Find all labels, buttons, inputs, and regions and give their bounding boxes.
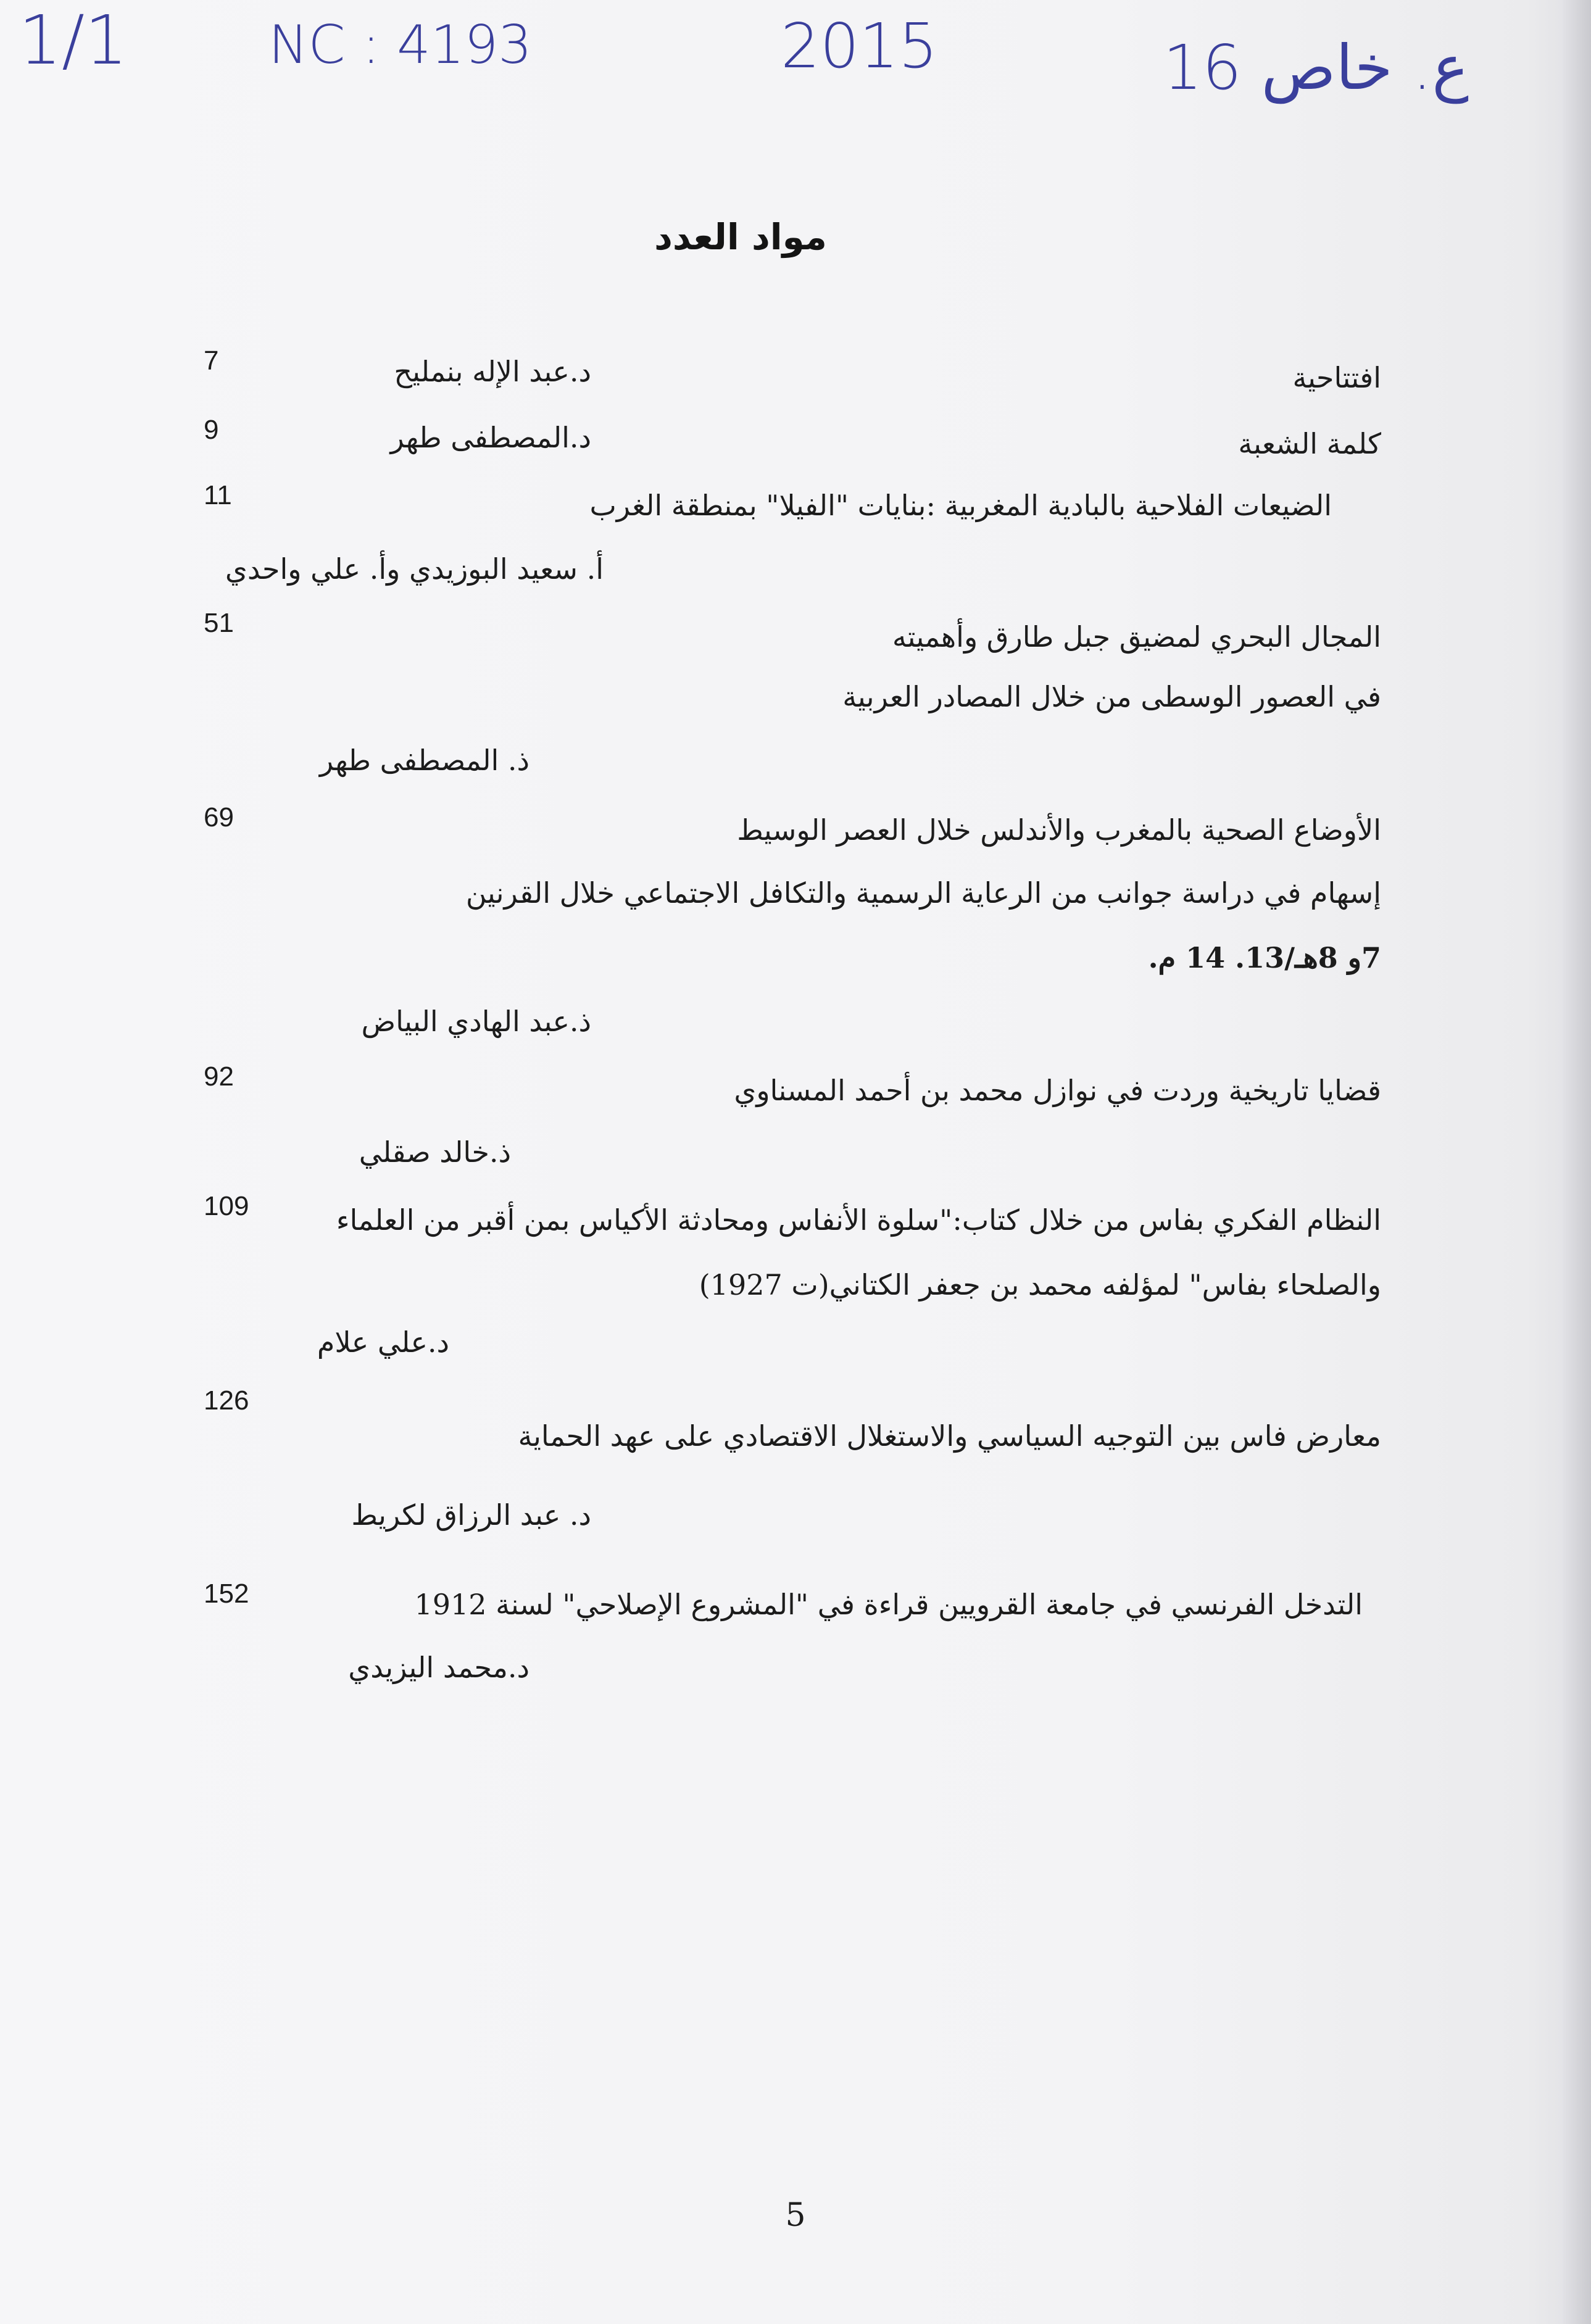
toc-page-number: 69 [204,802,234,832]
page-edge [1563,0,1591,2324]
toc-author: د.عبد الإله بنمليح [394,355,591,388]
toc-page-number: 152 [204,1579,249,1609]
toc-page-number: 7 [204,346,219,376]
handwritten-folio-text: 1/1 [19,1,128,80]
handwritten-code-note [268,14,532,111]
handwritten-year-text: 2015 [781,10,938,82]
toc-author: ذ.خالد صقلي [359,1135,511,1169]
handwritten-issue-note [1099,31,1469,130]
toc-page-number: 11 [204,480,232,510]
toc-title-line: النظام الفكري بفاس من خلال كتاب:"سلوة الأنفاس ومحادثة الأكياس بمن أقبر من العلماء [336,1203,1381,1237]
toc-title-line: إسهام في دراسة جوانب من الرعاية الرسمية والتكافل الاجتماعي خلال القرنين [465,876,1381,910]
toc-title-line: الأوضاع الصحية بالمغرب والأندلس خلال العصر الوسيط [737,813,1381,847]
toc-page-number: 51 [204,608,234,638]
toc-author: د.علي علام [317,1326,449,1359]
toc-author: ذ. المصطفى طهر [319,744,530,777]
toc-title-line: في العصور الوسطى من خلال المصادر العربية [842,680,1381,713]
toc-author: ذ.عبد الهادي البياض [361,1005,591,1038]
toc-title-line: كلمة الشعبة [1238,427,1381,460]
toc-title-line: المجال البحري لمضيق جبل طارق وأهميته [892,620,1381,654]
toc-page-number: 126 [204,1385,249,1416]
toc-title-line: قضايا تاريخية وردت في نوازل محمد بن أحمد المسناوي [734,1074,1381,1107]
toc-author: د. عبد الرزاق لكريط [351,1498,591,1532]
toc-title-line: الضيعات الفلاحية بالبادية المغربية :بنايات "الفيلا" بمنطقة الغرب [589,489,1332,522]
toc-title-line: افتتاحية [1292,361,1381,394]
toc-title-line: معارض فاس بين التوجيه السياسي والاستغلال الاقتصادي على عهد الحماية [518,1419,1381,1453]
toc-author: د.المصطفى طهر [390,421,591,454]
handwritten-folio-note [19,1,128,99]
handwritten-year-note [781,10,938,108]
toc-page-number: 109 [204,1191,249,1221]
toc-page-number: 9 [204,415,219,445]
page-number: 5 [785,2197,806,2234]
toc-title-line: 7و 8هـ/13. 14 م. [1148,941,1381,974]
page-title: مواد العدد [654,216,827,258]
handwritten-issue-text: ع. خاص 16 [1163,31,1469,104]
toc-author: أ. سعيد البوزيدي وأ. علي واحدي [225,552,604,586]
toc-author: د.محمد اليزيدي [348,1651,530,1684]
toc-page-number: 92 [204,1061,234,1092]
toc-title-line: والصلحاء بفاس" لمؤلفه محمد بن جعفر الكتاني(ت 1927) [699,1268,1381,1301]
handwritten-code-text: NC : 4193 [268,14,532,76]
toc-title-line: التدخل الفرنسي في جامعة القرويين قراءة في "المشروع الإصلاحي" لسنة 1912 [414,1588,1363,1621]
